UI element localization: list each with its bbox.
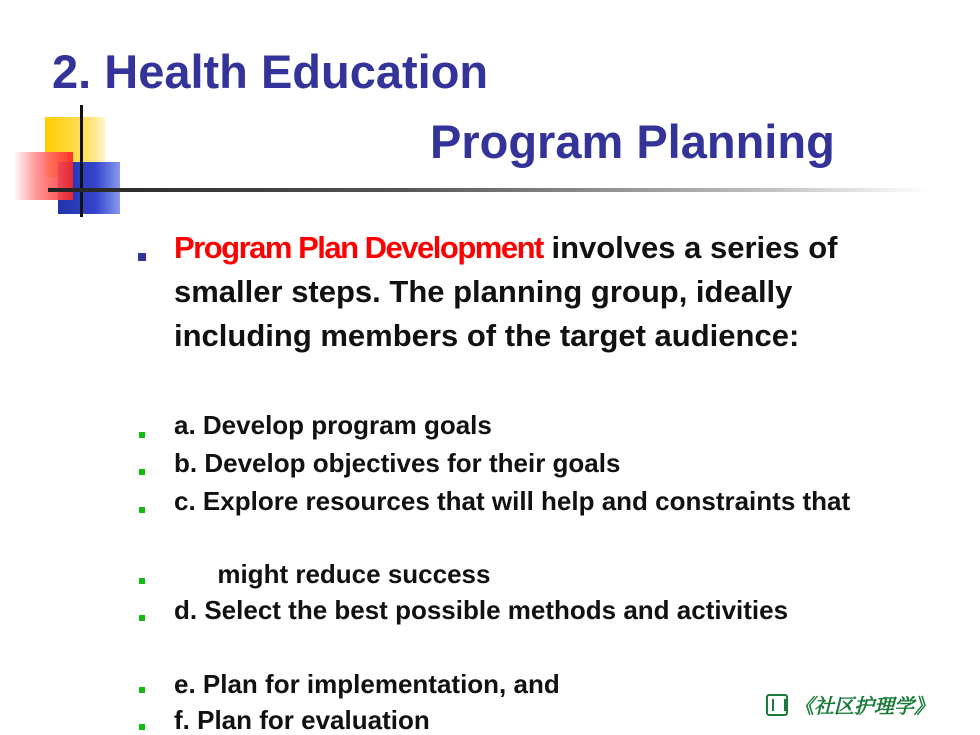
list-item-c-continued: might reduce success [174, 559, 491, 589]
course-logo [766, 690, 934, 719]
bullet-marker-sub [139, 724, 145, 730]
decor-red-square [13, 152, 73, 200]
list-item-d: d. Select the best possible methods and activities [174, 595, 789, 625]
logo-text: 《社区护理学》 [794, 694, 934, 718]
list-item-e: e. Plan for implementation, and [174, 669, 560, 699]
bullet-marker-sub [139, 507, 145, 513]
bullet-marker-main [138, 253, 146, 261]
list-item-f: f. Plan for evaluation [174, 705, 430, 735]
slide-title-line2: Program Planning [430, 115, 835, 168]
bullet-marker-sub [139, 578, 145, 584]
intro-text: involves a series of smaller steps. The planning group, ideally including members of the target audience: [174, 230, 838, 353]
intro-highlight: Program Plan Development [174, 230, 543, 265]
bullet-marker-sub [139, 615, 145, 621]
slide-title-line1: 2. Health Education [52, 45, 489, 98]
intro-paragraph [174, 226, 934, 358]
decor-vertical-line [80, 105, 83, 217]
title-divider-line [48, 188, 928, 192]
bullet-marker-sub [139, 469, 145, 475]
list-item-a: a. Develop program goals [174, 410, 492, 440]
bullet-marker-sub [139, 687, 145, 693]
bullet-marker-sub [139, 432, 145, 438]
list-item-b: b. Develop objectives for their goals [174, 448, 621, 478]
logo-icon [766, 694, 788, 716]
list-item-c: c. Explore resources that will help and constraints that [174, 486, 851, 516]
